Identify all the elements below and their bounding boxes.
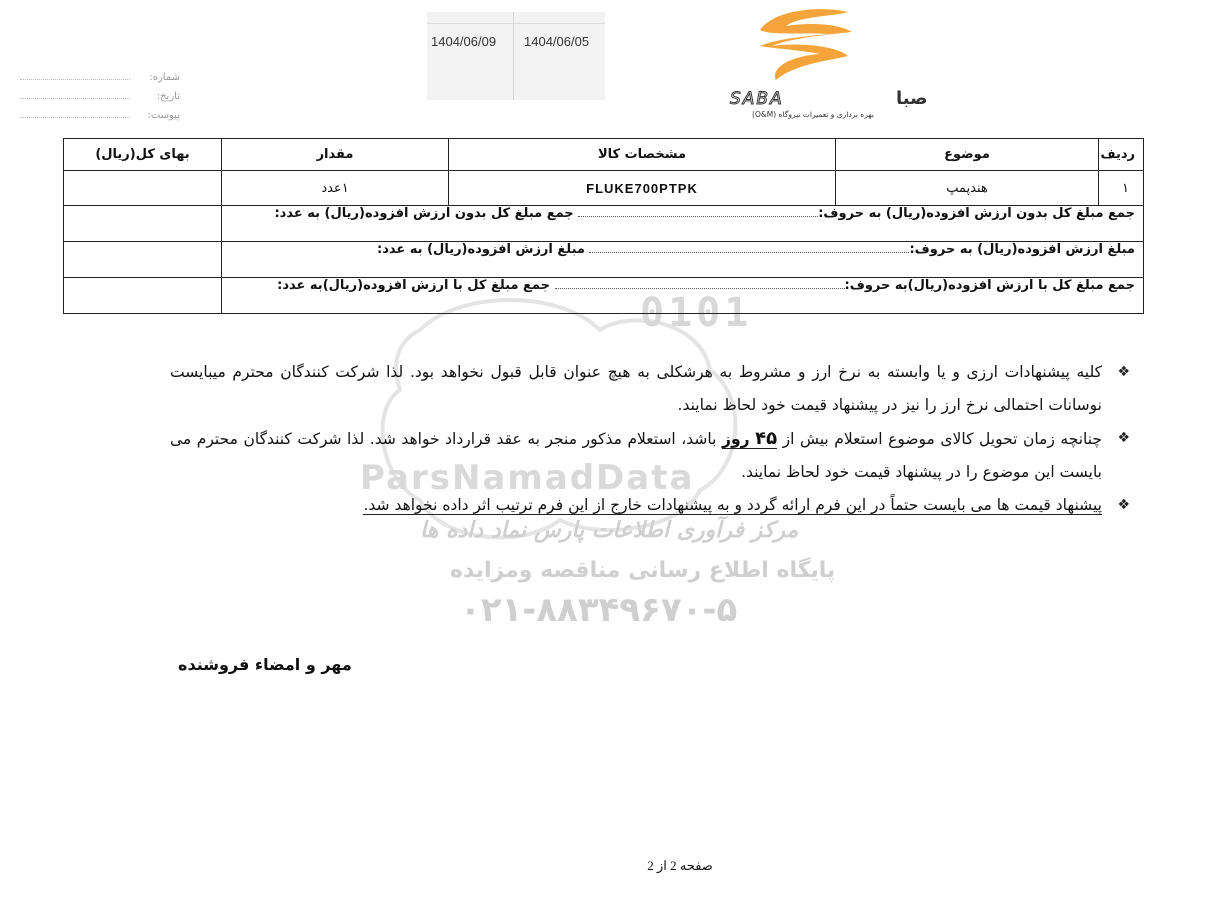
summary-row-total xyxy=(64,278,1144,314)
date-field: تاریخ: xyxy=(20,91,180,102)
row-subject: هندپمپ xyxy=(836,171,1099,206)
subtotal-cell[interactable] xyxy=(64,206,222,242)
note-delivery: ❖ چنانچه زمان تحویل کالای موضوع استعلام بیش از ۴۵ روز باشد، استعلام مذکور منجر به عقد قرارداد خواهد شد. لذا شرکت کنندگان محترم می بایست این موضوع را در پیشنهاد قیمت خود لحاظ نمایند. xyxy=(170,422,1106,489)
vat-words-fill[interactable] xyxy=(589,252,909,253)
watermark-line2: پایگاه اطلاع رسانی مناقصه ومزایده xyxy=(450,558,836,583)
watermark-line1: مرکز فرآوری اطلاعات پارس نماد داده ها xyxy=(420,518,799,543)
header-total: بهای کل(ریال) xyxy=(64,139,222,171)
seller-signature-label: مهر و امضاء فروشنده xyxy=(178,655,352,674)
diamond-bullet-icon: ❖ xyxy=(1117,364,1130,380)
vat-words-label: مبلغ ارزش افزوده(ریال) به حروف: xyxy=(909,242,1135,257)
number-field: شماره: xyxy=(20,72,180,83)
watermark-phone: ۰۲۱-۸۸۳۴۹۶۷۰-۵ xyxy=(460,590,738,630)
total-cell[interactable] xyxy=(64,278,222,314)
delivery-days: ۴۵ روز xyxy=(722,428,778,449)
saba-wordmark xyxy=(728,88,928,109)
row-index: ۱ xyxy=(1099,171,1144,206)
row-spec: FLUKE700PTPK xyxy=(449,171,836,206)
vat-number-label: مبلغ ارزش افزوده(ریال) به عدد: xyxy=(377,242,585,257)
table-header-row xyxy=(64,139,1144,171)
summary-row-vat xyxy=(64,242,1144,278)
row-quantity: ۱عدد xyxy=(222,171,449,206)
items-table xyxy=(63,138,1144,314)
attachment-field: پیوست: xyxy=(20,110,180,121)
header-subject: موضوع xyxy=(836,139,1099,171)
brand-subtitle: بهره برداری و تعمیرات نیروگاه (O&M) xyxy=(752,110,874,119)
page-number: صفحه 2 از 2 xyxy=(647,858,713,873)
vat-cell[interactable] xyxy=(64,242,222,278)
row-total[interactable] xyxy=(64,171,222,206)
watermark-latin: ParsNamadData xyxy=(360,458,695,498)
saba-logo xyxy=(720,2,928,124)
summary-row-subtotal xyxy=(64,206,1144,242)
saba-logo-icon xyxy=(720,2,900,88)
subtotal-words-label: جمع مبلغ کل بدون ارزش افزوده(ریال) به حروف: xyxy=(818,206,1135,221)
diamond-bullet-icon: ❖ xyxy=(1117,430,1130,446)
brand-persian: صبا xyxy=(896,88,928,109)
note-form-only: ❖ پیشنهاد قیمت ها می بایست حتماً در این فرم ارائه گردد و به پیشنهادات خارج از این فرم ترتیب اثر داده نخواهد شد. xyxy=(170,489,1106,522)
diamond-bullet-icon: ❖ xyxy=(1117,497,1130,513)
date-deadline: 1404/06/09 xyxy=(431,34,497,49)
total-words-label: جمع مبلغ کل با ارزش افزوده(ریال)به حروف: xyxy=(844,278,1135,293)
subtotal-words-fill[interactable] xyxy=(578,216,818,217)
terms-list xyxy=(170,356,1130,522)
header-spec: مشخصات کالا xyxy=(449,139,836,171)
date-issued: 1404/06/05 xyxy=(524,34,590,49)
table-row xyxy=(64,171,1144,206)
brand-latin: SABA xyxy=(730,89,784,109)
subtotal-number-label: جمع مبلغ کل بدون ارزش افزوده(ریال) به عدد: xyxy=(274,206,574,221)
watermark-digits: 0101 xyxy=(640,290,753,336)
date-box xyxy=(427,12,605,100)
total-words-fill[interactable] xyxy=(555,288,845,289)
header-index: ردیف xyxy=(1099,139,1144,171)
total-number-label: جمع مبلغ کل با ارزش افزوده(ریال)به عدد: xyxy=(277,278,551,293)
note-currency: ❖ کلیه پیشنهادات ارزی و یا وابسته به نرخ ارز و مشروط به هرشکلی به هیچ عنوان قابل قبول نخواهد بود. لذا شرکت کنندگان محترم میبایست نوسانات احتمالی نرخ ارز را نیز در پیشنهاد قیمت خود لحاظ نمایند. xyxy=(170,356,1106,422)
header-quantity: مقدار xyxy=(222,139,449,171)
